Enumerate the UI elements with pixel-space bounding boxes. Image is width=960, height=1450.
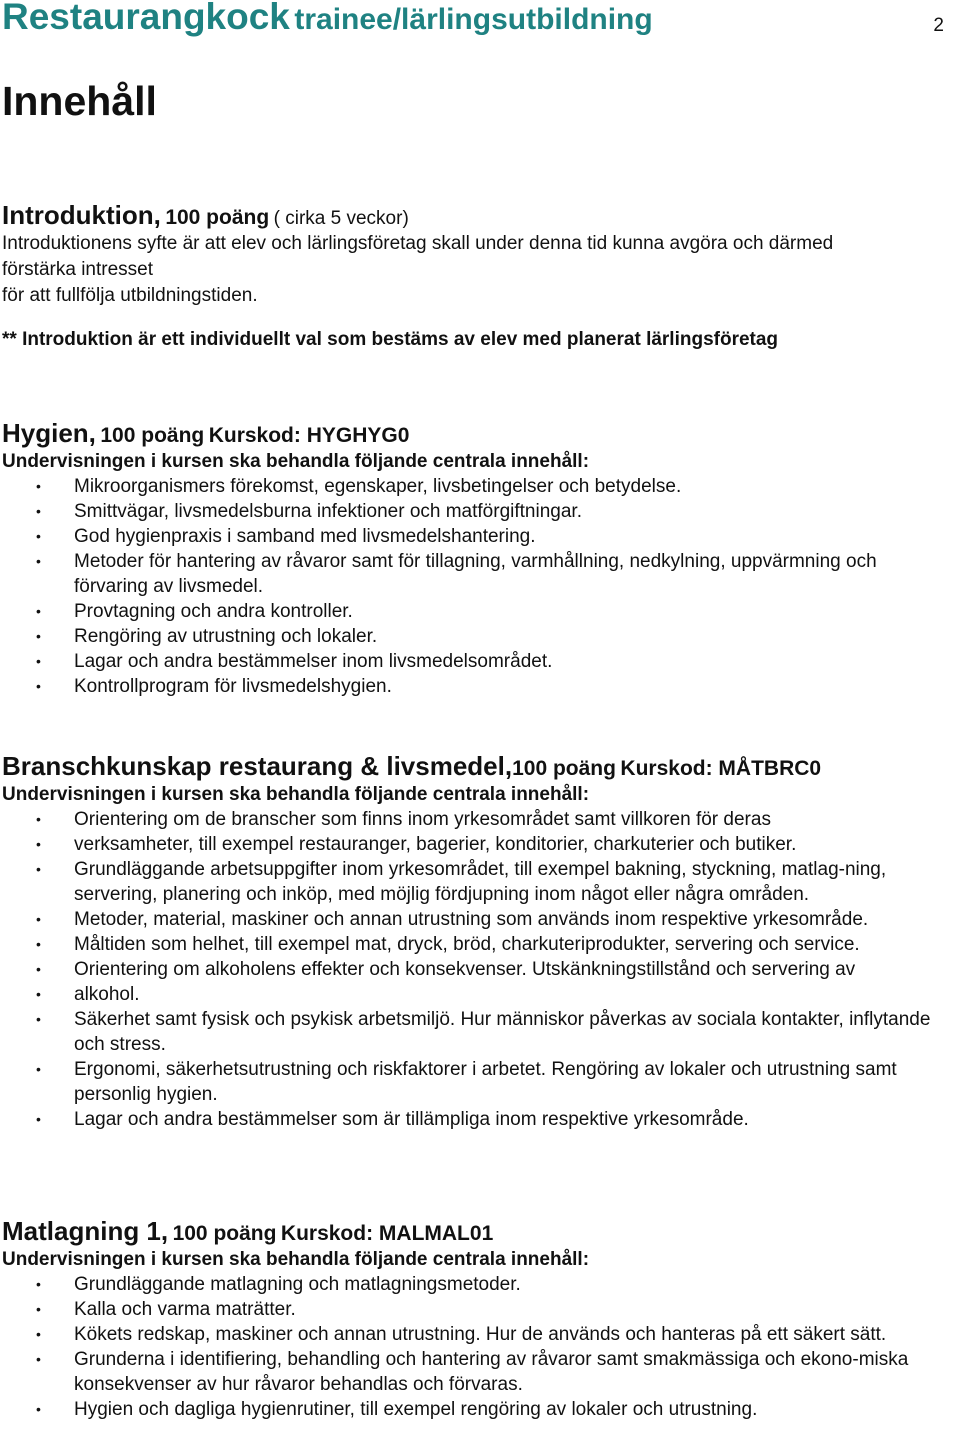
- list-item: • Mikroorganismers förekomst, egenskaper, livsbetingelser och betydelse.: [2, 474, 952, 499]
- section-duration: ( cirka 5 veckor): [273, 208, 409, 229]
- contents-heading: Innehåll: [2, 78, 157, 124]
- list-item: • Metoder, material, maskiner och annan utrustning som används inom respektive yrkesområde.: [2, 907, 952, 932]
- list-item: • verksamheter, till exempel restauranger, bagerier, konditorier, charkuterier och butiker.: [2, 832, 952, 857]
- list-item: • Provtagning och andra kontroller.: [2, 599, 952, 624]
- content-list: [2, 474, 952, 699]
- list-item: • Orientering om alkoholens effekter och konsekvenser. Utskänkningstillstånd och servering av: [2, 957, 952, 982]
- content-lead: Undervisningen i kursen ska behandla följande centrala innehåll:: [2, 1249, 590, 1270]
- content-lead: Undervisningen i kursen ska behandla följande centrala innehåll:: [2, 451, 590, 472]
- list-item: • Rengöring av utrustning och lokaler.: [2, 624, 952, 649]
- section-points: 100 poäng: [100, 424, 205, 447]
- list-item: • Måltiden som helhet, till exempel mat, dryck, bröd, charkuteriprodukter, servering och service.: [2, 932, 952, 957]
- list-item: • Smittvägar, livsmedelsburna infektioner och matförgiftningar.: [2, 499, 952, 524]
- list-item: • Kontrollprogram för livsmedelshygien.: [2, 674, 952, 699]
- intro-remark: ** Introduktion är ett individuellt val som bestäms av elev med planerat lärlingsföretag: [2, 329, 779, 350]
- list-item: • Grundläggande matlagning och matlagningsmetoder.: [2, 1272, 952, 1297]
- course-code: Kurskod: MÅTBRC0: [620, 757, 822, 780]
- section-points: 100 poäng: [512, 757, 616, 780]
- section-heading: [2, 751, 952, 782]
- text-line: Introduktionens syfte är att elev och lärlingsföretag skall under denna tid kunna avgöra och därmed: [2, 233, 834, 254]
- text-line: för att fullfölja utbildningstiden.: [2, 285, 258, 306]
- list-item: • Orientering om de branscher som finns inom yrkesområdet samt villkoren för deras: [2, 807, 952, 832]
- list-item: • Grundläggande arbetsuppgifter inom yrkesområdet, till exempel bakning, styckning, matlag-ning, servering, planering och inköp, med möjlig fördjupning inom något eller några områden.: [2, 857, 952, 907]
- section-introduktion: [2, 200, 952, 351]
- page-header: [2, 0, 952, 44]
- list-item: • Kalla och varma maträtter.: [2, 1297, 952, 1322]
- list-item: • Ergonomi, säkerhetsutrustning och riskfaktorer i arbetet. Rengöring av lokaler och utrustning samt personlig hygien.: [2, 1057, 952, 1107]
- section-matlagning: [2, 1216, 952, 1422]
- section-points: 100 poäng: [172, 1222, 277, 1245]
- section-points: 100 poäng: [165, 206, 270, 229]
- section-branschkunskap: [2, 751, 952, 1132]
- section-title: Branschkunskap restaurang & livsmedel,: [2, 751, 513, 781]
- list-item: • Grunderna i identifiering, behandling och hantering av råvaror samt smakmässiga och ekono-miska konsekvenser av hur råvaror behandlas och förvaras.: [2, 1347, 952, 1397]
- text-line: förstärka intresset: [2, 259, 153, 280]
- content-list: [2, 1272, 952, 1422]
- section-title: Introduktion,: [2, 200, 161, 230]
- list-item: • Hygien och dagliga hygienrutiner, till exempel rengöring av lokaler och utrustning.: [2, 1397, 952, 1422]
- document-title: [2, 0, 653, 38]
- list-item: • Säkerhet samt fysisk och psykisk arbetsmiljö. Hur människor påverkas av sociala kontakter, inflytande och stress.: [2, 1007, 952, 1057]
- list-item: • Kökets redskap, maskiner och annan utrustning. Hur de används och hanteras på ett säkert sätt.: [2, 1322, 952, 1347]
- page-number: 2: [933, 15, 944, 36]
- list-item: • alkohol.: [2, 982, 952, 1007]
- list-item: • Lagar och andra bestämmelser som är tillämpliga inom respektive yrkesområde.: [2, 1107, 952, 1132]
- list-item: • Lagar och andra bestämmelser inom livsmedelsområdet.: [2, 649, 952, 674]
- title-sub: trainee/lärlingsutbildning: [294, 3, 653, 36]
- course-code: Kurskod: MALMAL01: [280, 1222, 494, 1245]
- section-heading: [2, 1216, 952, 1247]
- list-item: • God hygienpraxis i samband med livsmedelshantering.: [2, 524, 952, 549]
- content-lead: Undervisningen i kursen ska behandla följande centrala innehåll:: [2, 784, 590, 805]
- course-code: Kurskod: HYGHYG0: [208, 424, 410, 447]
- section-title: Hygien,: [2, 418, 96, 448]
- content-list: [2, 807, 952, 1132]
- section-hygien: [2, 418, 952, 699]
- section-heading: [2, 200, 952, 231]
- intro-description: [2, 231, 952, 309]
- section-title: Matlagning 1,: [2, 1216, 169, 1246]
- list-item: • Metoder för hantering av råvaror samt för tillagning, varmhållning, nedkylning, uppvärmning och förvaring av livsmedel.: [2, 549, 952, 599]
- title-main: Restaurangkock: [2, 0, 290, 37]
- section-heading: [2, 418, 952, 449]
